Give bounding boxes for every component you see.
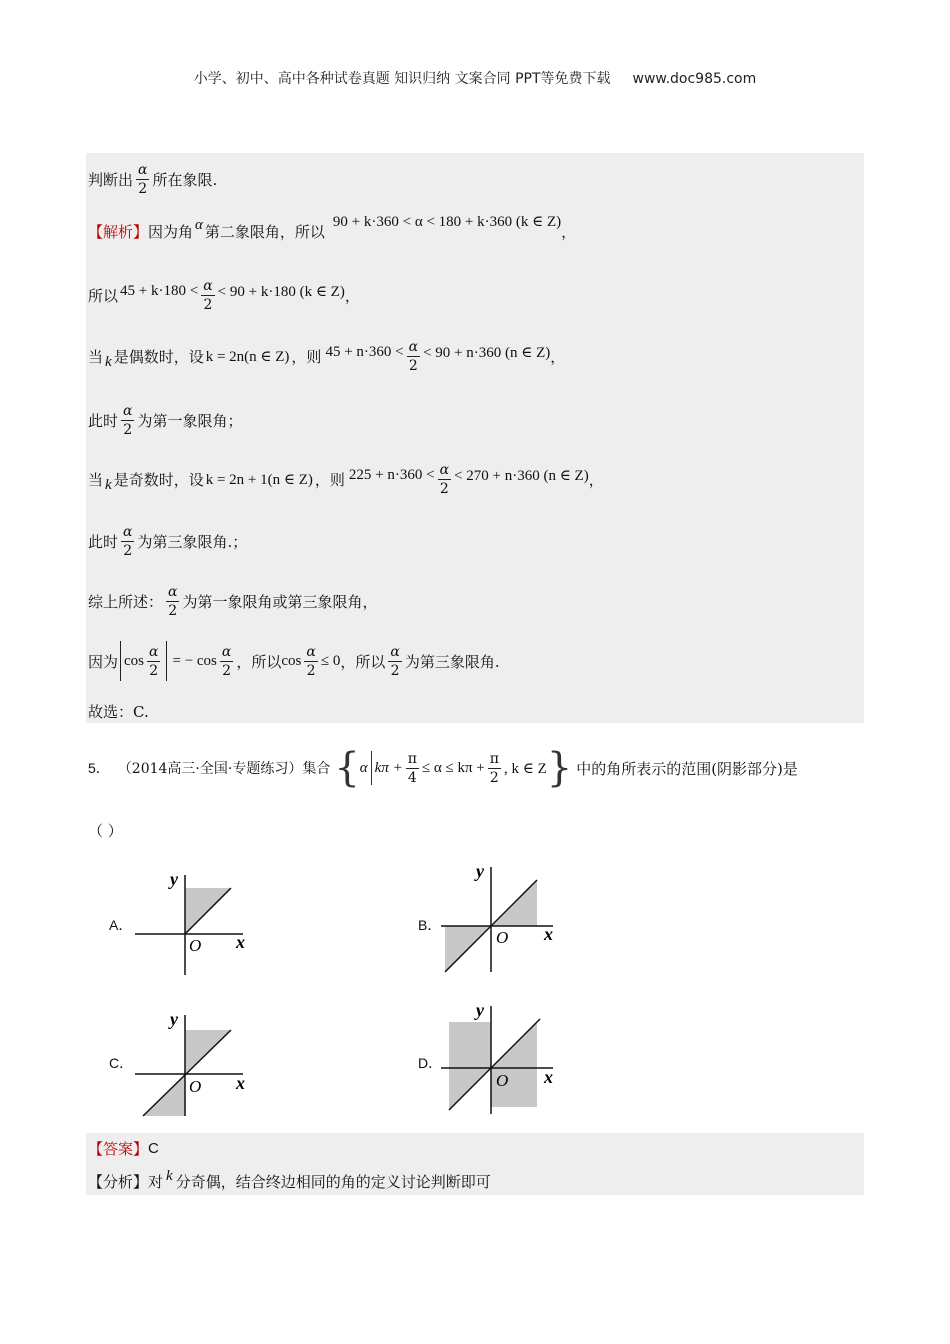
- question-5-blank: （ ）: [88, 821, 123, 840]
- option-b-figure[interactable]: [436, 856, 566, 976]
- header-url[interactable]: www.doc985.com: [632, 71, 757, 87]
- solution-line-4: 当 k 是偶数时，设 k = 2n(n ∈ Z) ，则 45 + n·360 < $\frac{\alpha}{2}$ < 90 + n·360 (n ∈ Z) ，: [88, 338, 566, 374]
- option-c-figure[interactable]: [130, 1002, 260, 1122]
- option-b-label[interactable]: B．: [418, 917, 442, 933]
- solution-line-9: 因为 cos $\frac{\alpha}{2}$ = − cos $\frac{\alpha}{2}$ ，所以 cos $\frac{\alpha}{2}$ ≤ 0 ，所以 $\frac{\alpha}{2}$ 为第三象限角.: [88, 638, 500, 684]
- axis-label-x: x: [544, 924, 553, 944]
- solution-line-6: 当 k 是奇数时，设 k = 2n + 1(n ∈ Z) ，则 225 + n·360 < $\frac{\alpha}{2}$ < 270 + n·360 (n ∈ Z) ，: [88, 461, 604, 497]
- axis-label-x: x: [236, 1073, 245, 1093]
- question-number: 5．: [88, 760, 110, 776]
- origin-label: O: [496, 1071, 509, 1090]
- solution-line-10: 故选：C.: [88, 702, 149, 721]
- solution-line-5: 此时 $\frac{\alpha}{2}$ 为第一象限角；: [88, 402, 243, 438]
- option-c-label[interactable]: C．: [109, 1055, 134, 1071]
- solution-line-1: 判断出 $\frac{\alpha}{2}$ 所在象限.: [88, 161, 218, 197]
- option-d-label[interactable]: D．: [418, 1055, 443, 1071]
- axis-label-y: y: [476, 1000, 484, 1020]
- page-header: [0, 68, 950, 88]
- analysis-line: 【分析】 对 k 分奇偶，结合终边相同的角的定义讨论判断即可: [88, 1167, 491, 1191]
- answer-line: [88, 1133, 159, 1163]
- axis-label-y: y: [170, 869, 178, 889]
- solution-line-8: 综上所述： $\frac{\alpha}{2}$ 为第一象限角或第三象限角，: [88, 583, 378, 619]
- option-a-label[interactable]: A．: [109, 917, 133, 933]
- option-d-figure[interactable]: [436, 993, 566, 1118]
- header-title: 小学、初中、高中各种试卷真题 知识归纳 文案合同 PPT等免费下载: [193, 71, 611, 87]
- origin-label: O: [496, 928, 509, 947]
- option-a-figure[interactable]: [130, 862, 260, 982]
- shaded-region: [491, 1022, 537, 1107]
- solution-line-3: 所以 45 + k·180 < $\frac{\alpha}{2}$ < 90 + k·180 (k ∈ Z) ，: [88, 277, 360, 313]
- origin-label: O: [189, 936, 202, 955]
- fraction-alpha-over-2: $\frac{\alpha}{2}$: [138, 161, 148, 197]
- math-range-alpha: 90 + k·360 < α < 180 + k·360 (k ∈ Z): [332, 213, 562, 230]
- tag-jiexi: 【解析】: [88, 222, 149, 241]
- axis-label-x: x: [544, 1067, 553, 1087]
- axis-label-x: x: [236, 932, 245, 952]
- solution-line-2: 【解析】 因为角 α 第二象限角，所以 90 + k·360 < α < 180 + k·360 (k ∈ Z) ，: [88, 213, 577, 241]
- tag-analysis: 【分析】: [88, 1172, 149, 1191]
- axis-label-y: y: [170, 1009, 178, 1029]
- solution-line-7: 此时 $\frac{\alpha}{2}$ 为第三象限角.；: [88, 523, 248, 559]
- origin-label: O: [189, 1077, 202, 1096]
- answer-value: C: [148, 1139, 159, 1157]
- tag-answer: 【答案】: [88, 1139, 149, 1158]
- shaded-region: [449, 1022, 491, 1110]
- question-5-stem: 5． （2014高三·全国·专题练习）集合 { α kπ + $\frac{\pi}{4}$ ≤ α ≤ kπ + $\frac{\pi}{2}$ , k ∈ Z } 中的角所表示的范围(阴影部分)是: [88, 745, 798, 791]
- axis-label-y: y: [476, 861, 484, 881]
